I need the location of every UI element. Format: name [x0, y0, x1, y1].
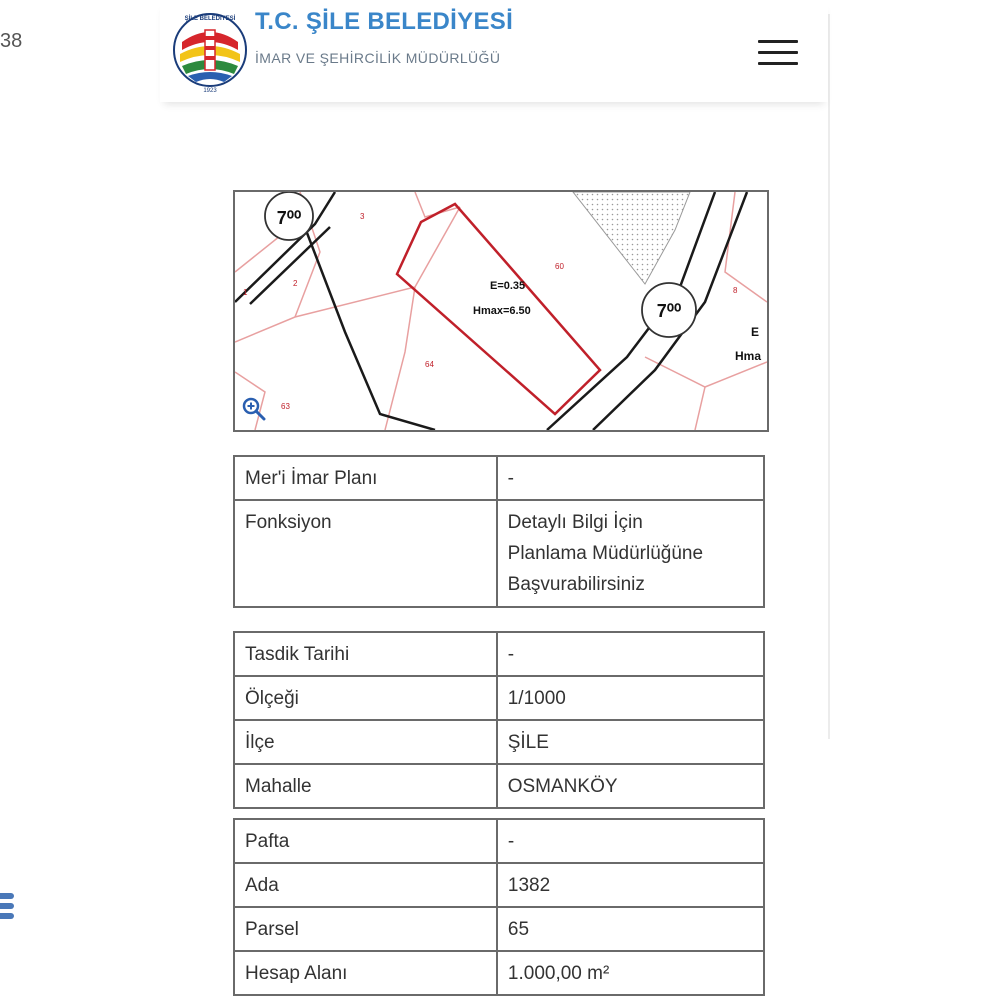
table-row — [234, 676, 764, 720]
zoning-map[interactable] — [233, 190, 769, 432]
table-row — [234, 632, 764, 676]
row-value: ŞİLE — [497, 720, 764, 764]
municipality-logo[interactable] — [172, 12, 248, 94]
row-label: Hesap Alanı — [234, 951, 497, 995]
row-value: - — [497, 632, 764, 676]
table-row — [234, 863, 764, 907]
value-line: Planlama Müdürlüğüne — [507, 543, 704, 564]
table-row — [234, 456, 764, 500]
svg-text:2: 2 — [293, 279, 298, 288]
edge-label-hmax: Hma — [735, 349, 762, 363]
label-hmax: Hmax=6.50 — [473, 305, 531, 317]
table-row — [234, 819, 764, 863]
row-label: Ölçeği — [234, 676, 497, 720]
hamburger-menu-icon[interactable] — [758, 40, 798, 72]
logo-year: 1923 — [203, 88, 217, 94]
panel-divider — [828, 14, 830, 739]
table-row — [234, 907, 764, 951]
row-label: Fonksiyon — [234, 500, 497, 607]
zoom-in-icon[interactable] — [241, 396, 267, 422]
row-label: İlçe — [234, 720, 497, 764]
row-value: - — [497, 819, 764, 863]
logo-text: ŞİLE BELEDİYESİ — [184, 16, 236, 22]
edge-partial-number: 38 — [0, 30, 23, 52]
svg-text:60: 60 — [555, 262, 564, 271]
svg-text:63: 63 — [281, 402, 290, 411]
brand-title[interactable]: T.C. ŞİLE BELEDİYESİ — [255, 8, 514, 35]
row-value: 1/1000 — [497, 676, 764, 720]
hatched-area — [573, 192, 690, 284]
svg-text:3: 3 — [360, 212, 365, 221]
row-value: 1382 — [497, 863, 764, 907]
parcel-info-table — [233, 818, 765, 996]
row-label: Parsel — [234, 907, 497, 951]
row-label: Pafta — [234, 819, 497, 863]
row-label: Mer'i İmar Planı — [234, 456, 497, 500]
edge-partial-logo — [0, 893, 14, 933]
table-row — [234, 764, 764, 808]
label-e: E=0.35 — [490, 280, 526, 292]
row-value: - — [497, 456, 764, 500]
row-label: Tasdik Tarihi — [234, 632, 497, 676]
plan-info-table — [233, 455, 765, 608]
table-row — [234, 720, 764, 764]
svg-text:8: 8 — [733, 286, 738, 295]
approval-info-table — [233, 631, 765, 809]
road-badge-right — [642, 283, 696, 337]
table-row — [234, 951, 764, 995]
road-badge-left — [265, 192, 313, 240]
row-value: 65 — [497, 907, 764, 951]
row-value: OSMANKÖY — [497, 764, 764, 808]
svg-text:7⁰⁰: 7⁰⁰ — [656, 301, 682, 321]
row-value: 1.000,00 m² — [497, 951, 764, 995]
table-row — [234, 500, 764, 607]
svg-text:7⁰⁰: 7⁰⁰ — [276, 208, 302, 228]
row-label: Mahalle — [234, 764, 497, 808]
value-line: Detaylı Bilgi İçin — [507, 512, 643, 533]
site-header — [160, 0, 828, 102]
edge-label-e: E — [751, 325, 760, 339]
row-label: Ada — [234, 863, 497, 907]
value-line: Başvurabilirsiniz — [507, 574, 645, 595]
svg-text:1: 1 — [243, 288, 248, 297]
svg-text:64: 64 — [425, 360, 434, 369]
zoning-map-drawing — [235, 192, 767, 430]
row-value — [497, 500, 764, 607]
brand-subtitle: İMAR VE ŞEHİRCİLİK MÜDÜRLÜĞÜ — [255, 50, 501, 66]
